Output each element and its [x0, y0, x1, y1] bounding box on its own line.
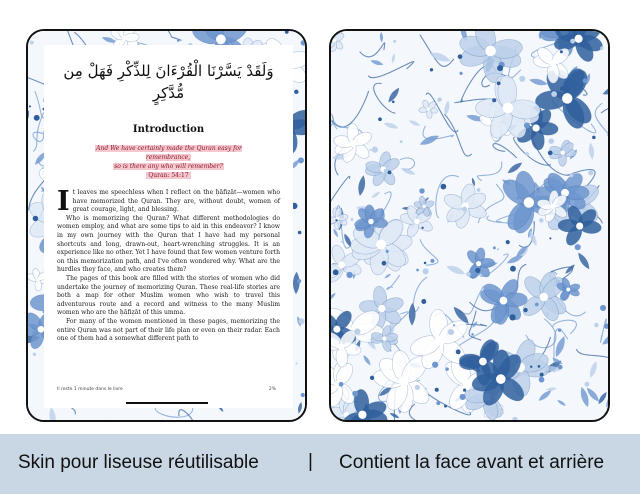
- berry-motif: [540, 373, 544, 377]
- berry-motif: [523, 308, 527, 312]
- berry-motif: [372, 147, 378, 153]
- berry-motif: [339, 382, 344, 387]
- berry-motif: [551, 91, 557, 97]
- berry-motif: [493, 246, 496, 249]
- berry-motif: [416, 269, 419, 272]
- berry-motif: [530, 366, 532, 368]
- berry-motif: [392, 100, 395, 103]
- berry-motif: [354, 328, 360, 334]
- berry-motif: [301, 393, 305, 397]
- berry-motif: [570, 39, 575, 44]
- berry-motif: [444, 405, 447, 408]
- berry-motif: [177, 39, 180, 42]
- berry-motif: [351, 218, 354, 221]
- berry-motif: [546, 312, 550, 316]
- berry-motif: [333, 269, 339, 275]
- verse-line-1: And We have certainly made the Quran easy for remembrance,: [96, 145, 242, 161]
- caption-left: Skin pour liseuse réutilisable: [18, 452, 259, 473]
- berry-motif: [475, 268, 480, 273]
- berry-motif: [510, 266, 516, 272]
- book-body-text: [57, 186, 280, 344]
- berry-motif: [509, 314, 515, 320]
- berry-motif: [592, 136, 596, 140]
- berry-motif: [435, 388, 439, 392]
- caption-right: Contient la face avant et arrière: [339, 452, 605, 473]
- berry-motif: [588, 170, 593, 175]
- arabic-verse: وَلَقَدْ يَسَّرْنَا الْقُرْءَانَ لِلذِّكْرِ فَهَلْ مِن مُّدَّكِرٍ: [63, 62, 274, 102]
- berry-motif: [506, 240, 510, 244]
- berry-motif: [445, 367, 449, 371]
- drop-cap: I: [57, 186, 70, 217]
- berry-motif: [34, 115, 40, 121]
- berry-motif: [29, 105, 31, 107]
- berry-motif: [335, 219, 337, 221]
- berry-motif: [466, 272, 471, 277]
- percent-read-label: 2%: [268, 387, 276, 392]
- berry-motif: [600, 46, 603, 49]
- verse-reference: Quran: 54:17: [148, 172, 189, 179]
- berry-motif: [492, 98, 496, 102]
- berry-motif: [594, 323, 598, 327]
- berry-motif: [458, 54, 463, 59]
- berry-motif: [584, 382, 589, 387]
- berry-motif: [369, 149, 371, 151]
- berry-motif: [339, 269, 341, 271]
- berry-motif: [384, 169, 388, 173]
- berry-motif: [538, 365, 541, 368]
- paragraph: The pages of this book are filled with the stories of women who did undertake the journey of memorizing Quran. These real-life stories are both a map for other Muslim women who wish to travel this adventurous route and a record and witness to the many Muslim women who are the ḥāfiẓāt of this umma.: [57, 274, 280, 317]
- berry-motif: [296, 362, 298, 364]
- caption-separator: |: [308, 451, 313, 472]
- berry-motif: [497, 65, 503, 71]
- berry-motif: [460, 394, 466, 400]
- berry-motif: [298, 157, 304, 163]
- berry-motif: [524, 122, 530, 128]
- berry-motif: [477, 188, 481, 192]
- berry-motif: [437, 97, 441, 101]
- verse-line-2: so is there any who will remember?: [114, 163, 223, 170]
- time-left-label: Il reste 1 minute dans le livre: [57, 387, 123, 392]
- berry-motif: [539, 218, 544, 223]
- paragraph: Who is memorizing the Quran? What different methodologies do women employ, and what are some tips to aid in this endeavor? I know in my own journey with the Quran that I have had my personal shortcuts and long, drawn-out, heart-wrenching struggles. It is an experience like no other. Yet I have found that few women venture forth on this memorization path, and I've often wondered why. What are the hurdles they face, and who creates them?: [57, 214, 280, 274]
- berry-motif: [569, 173, 573, 177]
- berry-motif: [462, 207, 467, 212]
- berry-motif: [549, 237, 551, 239]
- berry-motif: [387, 170, 391, 174]
- berry-motif: [382, 261, 387, 266]
- berry-motif: [453, 324, 455, 326]
- berry-motif: [558, 365, 563, 370]
- berry-motif: [583, 78, 588, 83]
- berry-motif: [386, 250, 389, 253]
- berry-motif: [393, 40, 396, 43]
- berry-motif: [30, 41, 34, 45]
- ereader-screen: [44, 45, 293, 408]
- berry-motif: [535, 303, 539, 307]
- berry-motif: [432, 362, 438, 368]
- berry-motif: [471, 333, 474, 336]
- paragraph: For many of the women mentioned in these pages, memorizing the entire Quran was not part of their life plan or even on their radar. Each one of them had a somewhat different path to: [57, 317, 280, 343]
- berry-motif: [421, 227, 423, 229]
- berry-motif: [558, 328, 561, 331]
- berry-motif: [33, 216, 39, 222]
- berry-motif: [346, 272, 352, 278]
- ereader-front-skin: [26, 29, 307, 422]
- home-indicator-bar: [126, 402, 208, 404]
- berry-motif: [299, 318, 305, 324]
- berry-motif: [352, 391, 358, 397]
- berry-motif: [415, 385, 420, 390]
- berry-motif: [423, 268, 429, 274]
- berry-motif: [294, 90, 298, 94]
- reading-progress-footer: [57, 387, 276, 392]
- berry-motif: [575, 244, 581, 250]
- berry-motif: [456, 349, 461, 354]
- berry-motif: [497, 248, 499, 250]
- berry-motif: [560, 50, 563, 53]
- berry-motif: [519, 76, 525, 82]
- berry-motif: [33, 353, 36, 356]
- berry-motif: [370, 376, 374, 380]
- berry-motif: [560, 86, 564, 90]
- berry-motif: [459, 72, 462, 75]
- berry-motif: [424, 262, 427, 265]
- berry-motif: [341, 241, 343, 243]
- berry-motif: [525, 152, 529, 156]
- floral-pattern-back: [331, 31, 608, 420]
- berry-motif: [448, 329, 454, 335]
- berry-motif: [297, 279, 301, 283]
- berry-motif: [430, 259, 434, 263]
- berry-motif: [298, 231, 302, 235]
- berry-motif: [421, 299, 426, 304]
- berry-motif: [419, 188, 424, 193]
- berry-motif: [497, 81, 501, 85]
- berry-motif: [548, 151, 553, 156]
- highlighted-verse: [84, 144, 254, 180]
- berry-motif: [378, 117, 382, 121]
- berry-motif: [605, 412, 608, 415]
- berry-motif: [436, 401, 440, 405]
- berry-motif: [548, 138, 554, 144]
- berry-motif: [600, 305, 606, 311]
- chapter-title: Introduction: [132, 124, 205, 135]
- berry-motif: [516, 196, 519, 199]
- berry-motif: [441, 184, 447, 190]
- berry-motif: [430, 68, 433, 71]
- paragraph: It leaves me speechless when I reflect on the ḥāfiẓāt—women who have memorized the Quran. They are, without doubt, women of great courage, light, and blessing.: [57, 186, 280, 217]
- ereader-back-skin: [329, 29, 610, 422]
- berry-motif: [463, 388, 466, 391]
- berry-motif: [400, 140, 403, 143]
- berry-motif: [539, 377, 545, 383]
- caption-bar: [0, 434, 640, 494]
